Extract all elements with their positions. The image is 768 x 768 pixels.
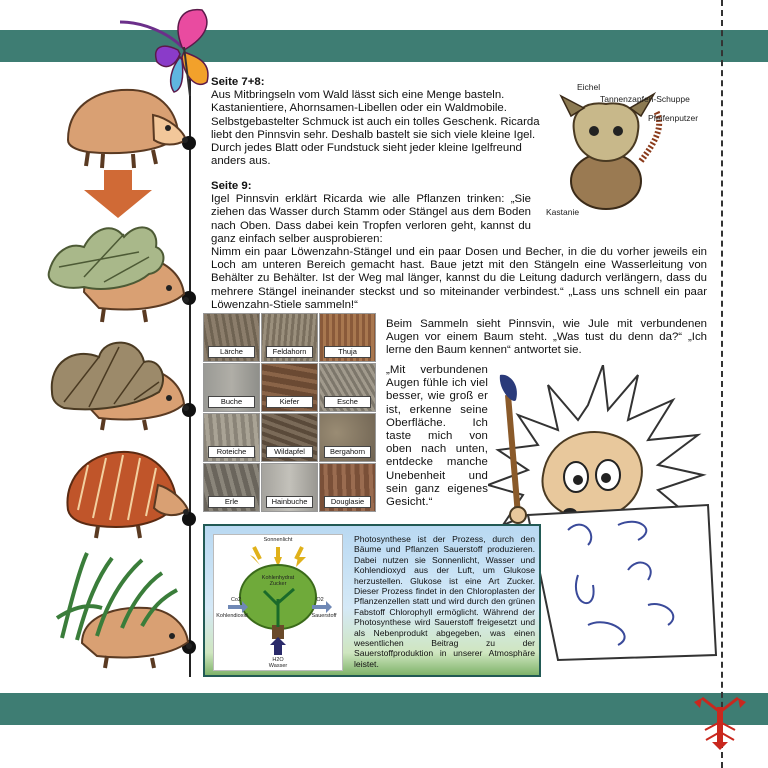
photosynthesis-box [203, 524, 541, 677]
hedgehog-plain-illustration [58, 80, 188, 172]
bark-tile [261, 413, 318, 462]
bark-tile [203, 463, 260, 512]
bark-label: Feldahorn [266, 346, 313, 358]
label-pfeifenputzer: Pfeifenputzer [648, 113, 699, 123]
bark-tile [319, 313, 376, 362]
diagram-label: Kohlendioxid [216, 613, 248, 619]
bark-label: Kiefer [266, 396, 313, 408]
bark-label: Bergahorn [324, 446, 371, 458]
bark-label: Buche [208, 396, 255, 408]
diagram-label: O2 [316, 597, 324, 603]
bark-photo-grid [203, 313, 375, 513]
chestnut-craft-illustration [556, 86, 666, 216]
section-heading: Seite 7+8: [211, 76, 265, 88]
label-kastanie: Kastanie [546, 207, 580, 217]
quote-paragraph [386, 364, 488, 509]
diagram-label: Kohlenhydrat Zucker [261, 575, 295, 587]
hedgehog-oak-leaves-illustration [44, 212, 190, 324]
bark-label: Esche [324, 396, 371, 408]
hedgehog-grass-illustration [52, 548, 192, 672]
jule-paragraph [386, 318, 707, 358]
bottom-band [0, 693, 768, 725]
diagram-label: Sauerstoff [311, 613, 337, 619]
bark-tile [261, 363, 318, 412]
bark-label: Lärche [208, 346, 255, 358]
bark-tile [203, 313, 260, 362]
bark-label: Thuja [324, 346, 371, 358]
bark-tile [203, 413, 260, 462]
diagram-label: Sonnenlicht [263, 537, 293, 543]
bark-label: Hainbuche [266, 496, 313, 508]
bark-tile [261, 313, 318, 362]
section-seite-7-8 [211, 76, 543, 168]
bark-tile [319, 363, 376, 412]
photosynthesis-text: Photosynthese ist der Prozess, durch den Bäume und Pflanzen Sauerstoff produzieren. Dabei nutzen sie Sonnenlicht, Wasser und Kohlendioxyd aus der Luft, um Glukose herzustellen. Glukose ist eine Art Zucker. Dieser Prozess findet in den Chloroplasten der Pflanzenzellen statt und wird durch den grünen Fabstoff Chlorophyll ermöglicht. Während der Photosynthese wird Sauerstoff freigesetzt und als Nebenprodukt abgegeben, was einen wesentlichen Beitrag zu der Sauerstoffproduktion in unserer Atmosphäre leistet. [354, 534, 535, 669]
bark-label: Wildapfel [266, 446, 313, 458]
bark-tile [319, 463, 376, 512]
section-body: Aus Mitbringseln vom Wald lässt sich eine Menge basteln. Kastanientiere, Ahornsamen-Libellen oder ein Waldmobile. Selbstgebastelter Schmuck ist auch ein tolles Geschenk. Ricarda liebt den Pinnsvin sehr. Deshalb bastelt sie sich viele kleine Igel. Durch jedes Blatt oder Fundstuck sieht jeder kleine Igelfreund anders aus. [211, 89, 540, 168]
bark-label: Erle [208, 496, 255, 508]
diagram-label: Co2 [230, 597, 242, 603]
section-body: Nimm ein paar Löwenzahn-Stängel und ein paar Dosen und Becher, in die du vorher jeweils ein Loch am unteren Bereich gemacht hast. Baue jetzt mit den Stängeln eine Wasserleitung von Behälter zu Behälter. Ist der Weg mal länger, kannst du die Leitung dadurch verlängern, dass du mehrere Stängel ineinander steckst und so miteinander verbindest.“ „Lass uns schnell ein paar Löwenzahn-Stiele sammeln!“ [211, 246, 707, 311]
crayfish-illustration [690, 692, 750, 752]
diagram-label: H2O [272, 657, 284, 663]
hedgehog-maple-seeds-illustration [44, 332, 190, 432]
bark-label: Roteiche [208, 446, 255, 458]
label-eichel: Eichel [577, 82, 601, 92]
hedgehog-cone-scales-illustration [58, 440, 190, 540]
jule-text: Beim Sammeln sieht Pinnsvin, wie Jule mit verbundenen Augen vor einem Baum steht. „Was tust du denn da?“ „Ich lerne den Baum kennen“ antwortet sie. [386, 318, 707, 357]
label-tannenzapfen: Tannenzapfen-Schuppe [600, 94, 690, 104]
bark-label: Douglasie [324, 496, 371, 508]
section-heading: Seite 9: [211, 180, 252, 192]
bark-tile [319, 413, 376, 462]
section-body: Igel Pinnsvin erklärt Ricarda wie alle Pflanzen trinken: „Sie ziehen das Wasser durch Stamm oder Stängel aus dem Boden nach Oben. Dass dabei kein Tropfen verloren geht, kannst du ganz einfach selber ausprobieren: [211, 193, 531, 245]
photosynthesis-diagram [213, 534, 343, 671]
diagram-label: Wasser [268, 663, 288, 669]
bark-tile [261, 463, 318, 512]
bark-tile [203, 363, 260, 412]
section-seite-9-body [211, 246, 707, 312]
quote-text: „Mit verbundenen Augen fühle ich viel besser, wie groß er ist, erkenne seine Oberfläche. Ich taste mich von oben nach unten, entdecke manche Unebenheit und sein ganz eigenes Gesicht.“ [386, 364, 488, 509]
section-seite-9-intro [211, 180, 531, 246]
